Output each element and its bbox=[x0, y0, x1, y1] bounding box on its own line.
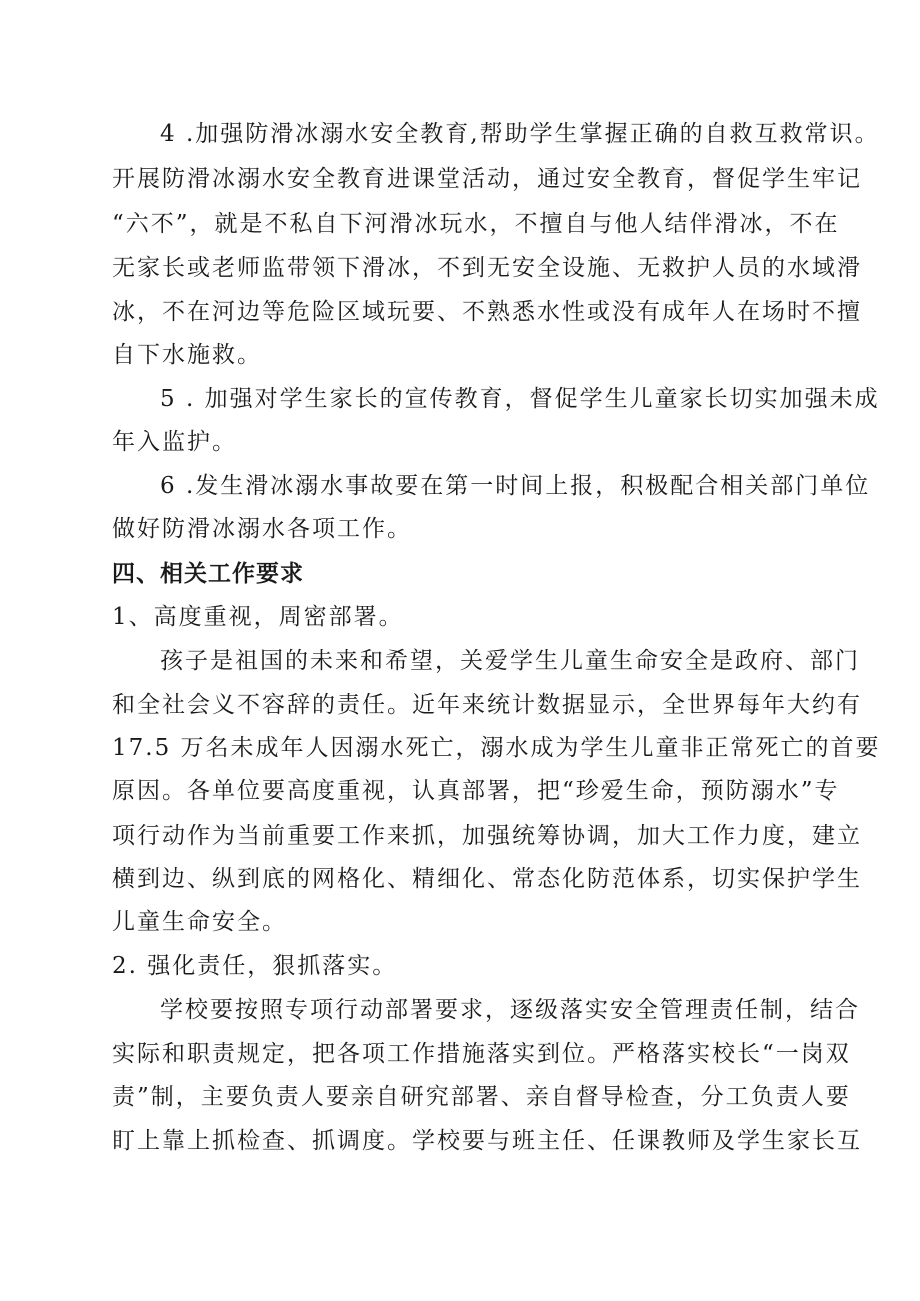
paragraph-line: 实际和职责规定，把各项工作措施落实到位。严格落实校长“一岗双 bbox=[112, 1041, 851, 1067]
paragraph-line: 5 . 加强对学生家长的宣传教育，督促学生儿童家长切实加强未成 bbox=[160, 386, 880, 412]
paragraph-line: 盯上靠上抓检查、抓调度。学校要与班主任、任课教师及学生家长互 bbox=[112, 1128, 862, 1154]
paragraph-line: 项行动作为当前重要工作来抓，加强统筹协调，加大工作力度，建立 bbox=[112, 823, 862, 849]
paragraph-line: 做好防滑冰溺水各项工作。 bbox=[112, 516, 412, 542]
section-heading: 四、相关工作要求 bbox=[112, 561, 304, 587]
paragraph-line: 自下水施救。 bbox=[112, 342, 262, 368]
paragraph-line: 无家长或老师监带领下滑冰，不到无安全设施、无救护人员的水域滑 bbox=[112, 255, 862, 281]
paragraph-line: 6 .发生滑冰溺水事故要在第一时间上报，积极配合相关部门单位 bbox=[160, 473, 871, 499]
paragraph-line: 年入监护。 bbox=[112, 429, 237, 455]
paragraph-line: 责”制，主要负责人要亲自研究部署、亲自督导检查，分工负责人要 bbox=[112, 1084, 851, 1110]
paragraph-line: 儿童生命安全。 bbox=[112, 909, 287, 935]
paragraph-line: 原因。各单位要高度重视，认真部署，把“珍爱生命，预防溺水”专 bbox=[112, 778, 840, 804]
paragraph-line: “六不”，就是不私自下河滑冰玩水，不擅自与他人结伴滑冰，不在 bbox=[112, 211, 840, 237]
paragraph-line: 冰，不在河边等危险区域玩要、不熟悉水性或没有成年人在场时不擅 bbox=[112, 299, 862, 325]
subsection-heading: 1、高度重视，周密部署。 bbox=[112, 604, 404, 630]
paragraph-line: 学校要按照专项行动部署要求，逐级落实安全管理责任制，结合 bbox=[160, 997, 860, 1023]
paragraph-line: 孩子是祖国的未来和希望，关爱学生儿童生命安全是政府、部门 bbox=[160, 648, 860, 674]
paragraph-line: 和全社会义不容辞的责任。近年来统计数据显示，全世界每年大约有 bbox=[112, 692, 862, 718]
paragraph-line: 横到边、纵到底的网格化、精细化、常态化防范体系，切实保护学生 bbox=[112, 866, 862, 892]
paragraph-line: 开展防滑冰溺水安全教育进课堂活动，通过安全教育，督促学生牢记 bbox=[112, 166, 862, 192]
paragraph-line: 4 .加强防滑冰溺水安全教育,帮助学生掌握正确的自救互救常识。 bbox=[160, 121, 880, 147]
paragraph-line: 17.5 万名未成年人因溺水死亡，溺水成为学生儿童非正常死亡的首要 bbox=[112, 735, 881, 761]
subsection-heading: 2. 强化责任，狠抓落实。 bbox=[112, 953, 398, 979]
